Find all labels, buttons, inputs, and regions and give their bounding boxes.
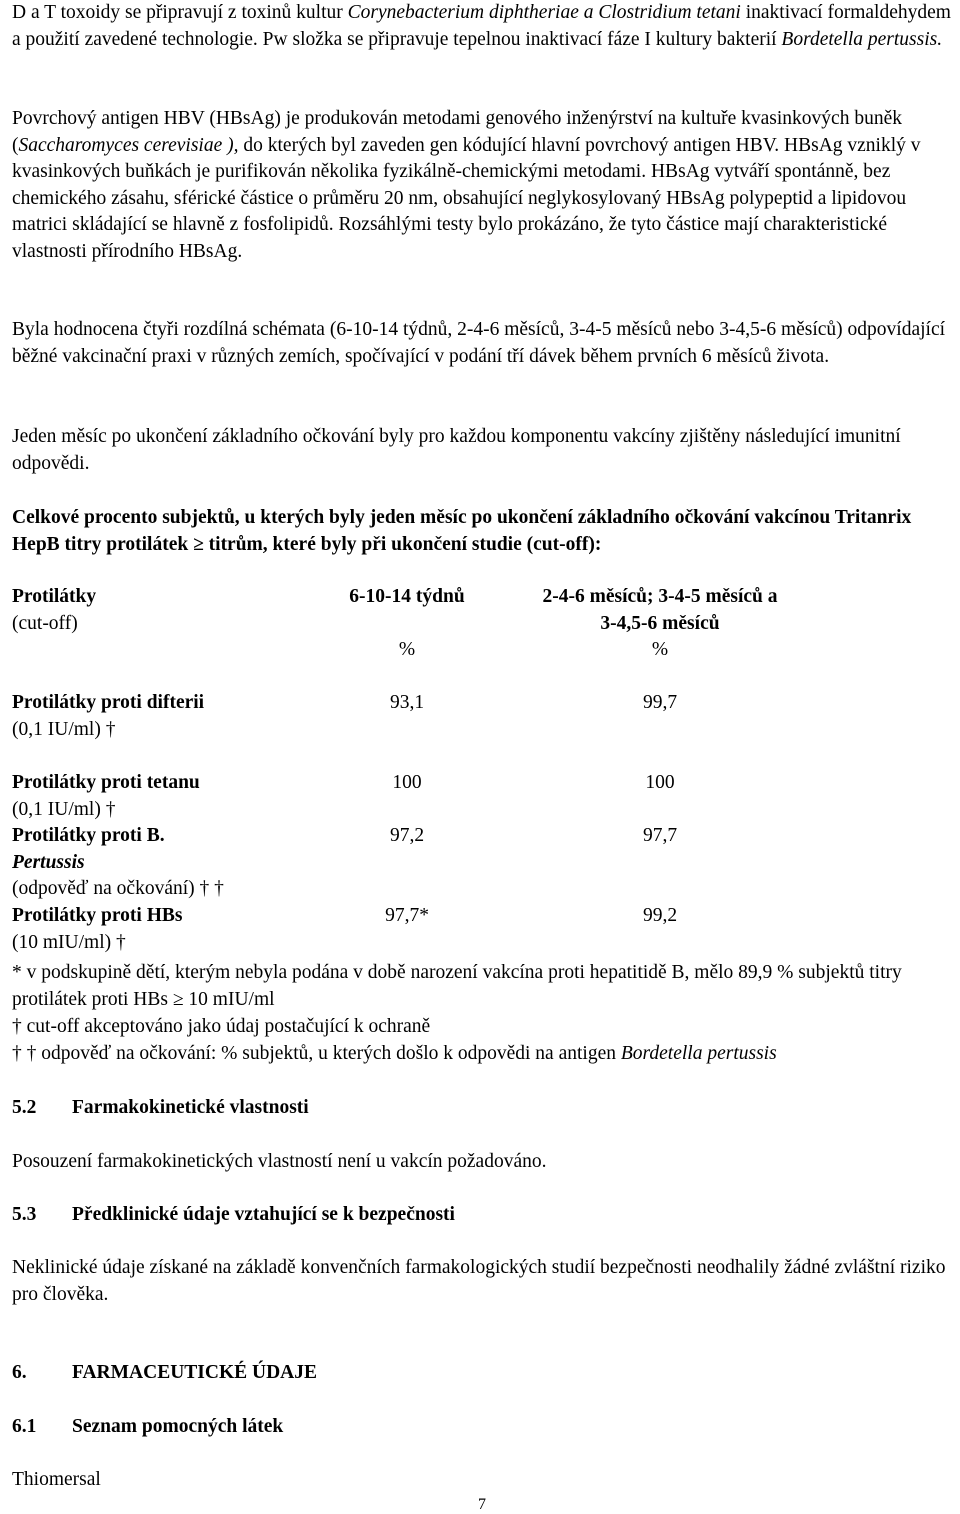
- table-row: [12, 770, 818, 823]
- paragraph-hbsag: [12, 106, 956, 265]
- row-label: [12, 823, 312, 903]
- row-label: [12, 903, 312, 956]
- table-cell: 100: [645, 772, 675, 793]
- header-col-2-4-6: [502, 584, 818, 690]
- text-span: Povrchový antigen HBV (HBsAg) je produkován metodami genového inženýrství na kultuře kvasinkových buněk (: [12, 108, 902, 156]
- text-span: do kterých byl zaveden gen kódující hlavní povrchový antigen HBV. HBsAg vzniklý v kvasinkových buňkách je purifikován několika fyzikálně-chemickými metodami. HBsAg vytváří spontánně, bez chemického zásahu, sférické částice o průměru 20 nm, obsahující neglykosylovaný HBsAg polypeptid a lipidovou matrici skládající se hlavně z fosfolipidů. Rozsáhlými testy bylo prokázáno, že tyto částice mají charakteristické vlastnosti přírodního HBsAg.: [12, 134, 921, 262]
- section-heading-6-1: [12, 1414, 283, 1441]
- header-text: 6-10-14 týdnů: [349, 586, 465, 607]
- header-text: 2-4-6 měsíců; 3-4-5 měsíců a: [542, 586, 778, 607]
- section-number: 5.2: [12, 1097, 37, 1118]
- section-title: Předklinické údaje vztahující se k bezpečnosti: [72, 1204, 455, 1225]
- section-heading-6: [12, 1360, 317, 1387]
- label-text: Protilátky proti HBs: [12, 905, 183, 926]
- unit-text: %: [398, 639, 416, 660]
- header-text: 3-4,5-6 měsíců: [600, 612, 720, 634]
- footnote-cutoff: † cut-off akceptováno jako údaj postačující k ochraně: [12, 1016, 431, 1037]
- footnote-hbs: * v podskupině dětí, kterým nebyla podána v době narození vakcína proti hepatitidě B, mělo 89,9 % subjektů titry protilátek proti HBs ≥ 10 mIU/ml: [12, 962, 902, 1010]
- row-label: [12, 770, 312, 823]
- table-header-row: [12, 584, 818, 690]
- text-span: D a T toxoidy se připravují z toxinů kultur: [12, 2, 348, 23]
- text-span: inaktivací formaldehydem a použití zavedené technologie. Pw složka se připravuje tepelnou inaktivací fáze I kultury bakterií: [12, 2, 951, 50]
- italic-text: Corynebacterium diphtheriae a Clostridium tetani: [347, 2, 741, 23]
- section-number: 6.: [12, 1362, 27, 1383]
- header-antibodies: [12, 584, 312, 690]
- paragraph-preclinical: Neklinické údaje získané na základě konvenčních farmakologických studií bezpečnosti neodhalily žádné zvláštní riziko pro člověka.: [12, 1257, 946, 1305]
- table-cell: 97,7*: [385, 905, 429, 926]
- label-text: Protilátky proti difterii: [12, 692, 205, 713]
- section-number: 5.3: [12, 1204, 37, 1225]
- header-text: (cut-off): [12, 612, 78, 634]
- section-number: 6.1: [12, 1416, 37, 1437]
- table-cell: 93,1: [389, 692, 425, 713]
- antibody-response-table: [12, 584, 818, 956]
- table-cell: 100: [392, 772, 422, 793]
- label-text: (10 mIU/ml) †: [12, 931, 126, 953]
- label-text: Protilátky proti tetanu: [12, 772, 200, 793]
- table-cell: 99,2: [642, 905, 678, 926]
- section-title: Farmakokinetické vlastnosti: [72, 1097, 309, 1118]
- table-cell: 97,7: [642, 825, 678, 846]
- table-cell: 97,2: [389, 825, 425, 846]
- section-heading-5-2: [12, 1095, 309, 1122]
- header-text: Protilátky: [12, 586, 97, 607]
- label-text: (0,1 IU/ml) †: [12, 798, 116, 820]
- section-title: Seznam pomocných látek: [72, 1416, 284, 1437]
- paragraph-toxoids: [12, 0, 956, 53]
- label-text: (odpověď na očkování) † †: [12, 878, 224, 899]
- paragraph-immune-response: Jeden měsíc po ukončení základního očkování byly pro každou komponentu vakcíny zjištěny následující imunitní odpovědi.: [12, 426, 901, 474]
- table-row: [12, 690, 818, 770]
- label-text: Protilátky proti B.: [12, 825, 165, 846]
- table-caption: Celkové procento subjektů, u kterých byly jeden měsíc po ukončení základního očkování vakcínou Tritanrix HepB titry protilátek ≥ titrům, které byly při ukončení studie (cut-off):: [12, 507, 912, 555]
- paragraph-excipients: Thiomersal: [12, 1469, 101, 1490]
- text-span: † † odpověď na očkování: % subjektů, u kterých došlo k odpovědi na antigen: [12, 1043, 621, 1064]
- label-text: Pertussis: [12, 851, 85, 873]
- label-text: (0,1 IU/ml) †: [12, 718, 116, 740]
- italic-text: Bordetella pertussis.: [781, 28, 943, 50]
- table-row: [12, 823, 818, 903]
- italic-text: Saccharomyces cerevisiae ),: [18, 134, 239, 156]
- section-title: FARMACEUTICKÉ ÚDAJE: [72, 1362, 318, 1383]
- italic-text: Bordetella pertussis: [620, 1043, 777, 1064]
- unit-text: %: [651, 639, 669, 660]
- footnote-pertussis: [12, 1041, 956, 1068]
- paragraph-schedules: Byla hodnocena čtyři rozdílná schémata (6-10-14 týdnů, 2-4-6 měsíců, 3-4-5 měsíců nebo 3-4,5-6 měsíců) odpovídající běžné vakcinační praxi v různých zemích, spočívající v podání tří dávek během prvních 6 měsíců života.: [12, 319, 946, 367]
- table-cell: 99,7: [642, 692, 678, 713]
- header-col-6-10-14: [312, 584, 502, 690]
- section-heading-5-3: [12, 1202, 455, 1229]
- page-number: 7: [478, 1496, 486, 1513]
- table-row: [12, 903, 818, 956]
- row-label: [12, 690, 312, 770]
- paragraph-pharmacokinetics: Posouzení farmakokinetických vlastností není u vakcín požadováno.: [12, 1151, 547, 1172]
